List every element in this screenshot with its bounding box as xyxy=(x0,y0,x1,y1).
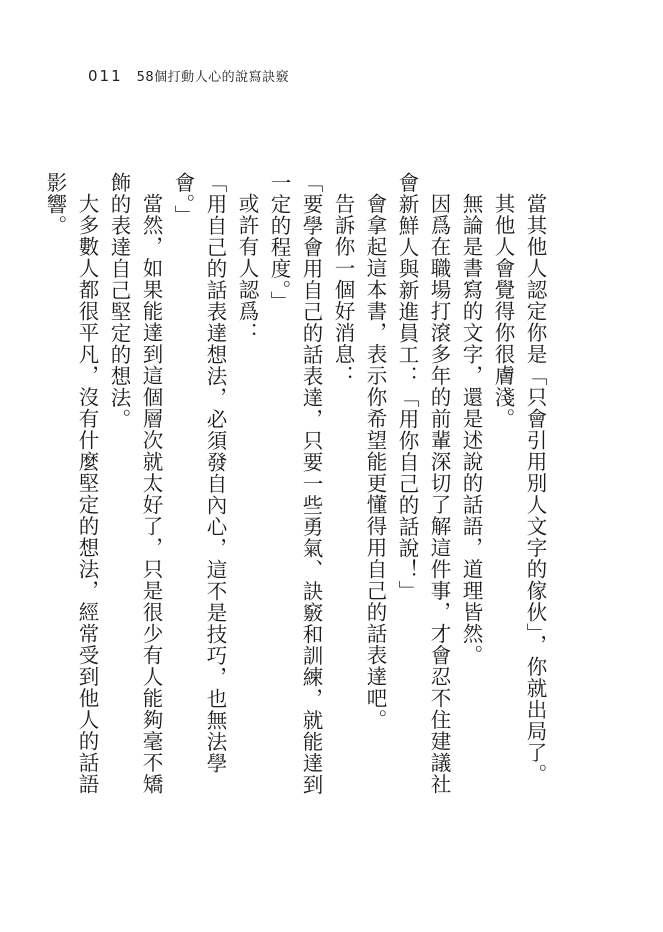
page-number: 011 xyxy=(88,67,123,85)
paragraph-8: 或許有人認爲： xyxy=(235,192,259,343)
book-title: 58個打動人心的說寫訣竅 xyxy=(136,70,290,85)
paragraph-7-quote: 「要學會用自己的話表達，只要一些勇氣、訣竅和訓練，就能達到一定的程度。」 xyxy=(267,172,323,796)
paragraph-9-quote: 「用自己的話表達想法，必須發自內心，這不是技巧，也無法學會。」 xyxy=(171,172,227,774)
paragraph-1: 當其他人認定你是「只會引用別人文字的傢伙」，你就出局了。 xyxy=(523,192,547,785)
paragraph-4: 因爲在職場打滾多年的前輩深切了解這件事，才會忍不住建議社會新鮮人與新進員工：「用你自己的話說！」 xyxy=(395,172,451,795)
paragraph-10: 當然，如果能達到這個層次就太好了，只是很少有人能夠毫不矯飾的表達自己堅定的想法。 xyxy=(107,172,163,795)
paragraph-3: 無論是書寫的文字，還是述說的話語，道理皆然。 xyxy=(459,192,483,666)
paragraph-6: 告訴你一個好消息： xyxy=(331,192,355,386)
paragraph-5: 會拿起這本書，表示你希望能更懂得用自己的話表達吧。 xyxy=(363,192,387,730)
paragraph-11: 大多數人都很平凡，沒有什麼堅定的想法，經常受到他人的話語影響。 xyxy=(43,172,99,795)
page-header xyxy=(88,66,289,85)
vertical-body-text xyxy=(39,172,551,812)
paragraph-2: 其他人會覺得你很膚淺。 xyxy=(491,192,515,429)
